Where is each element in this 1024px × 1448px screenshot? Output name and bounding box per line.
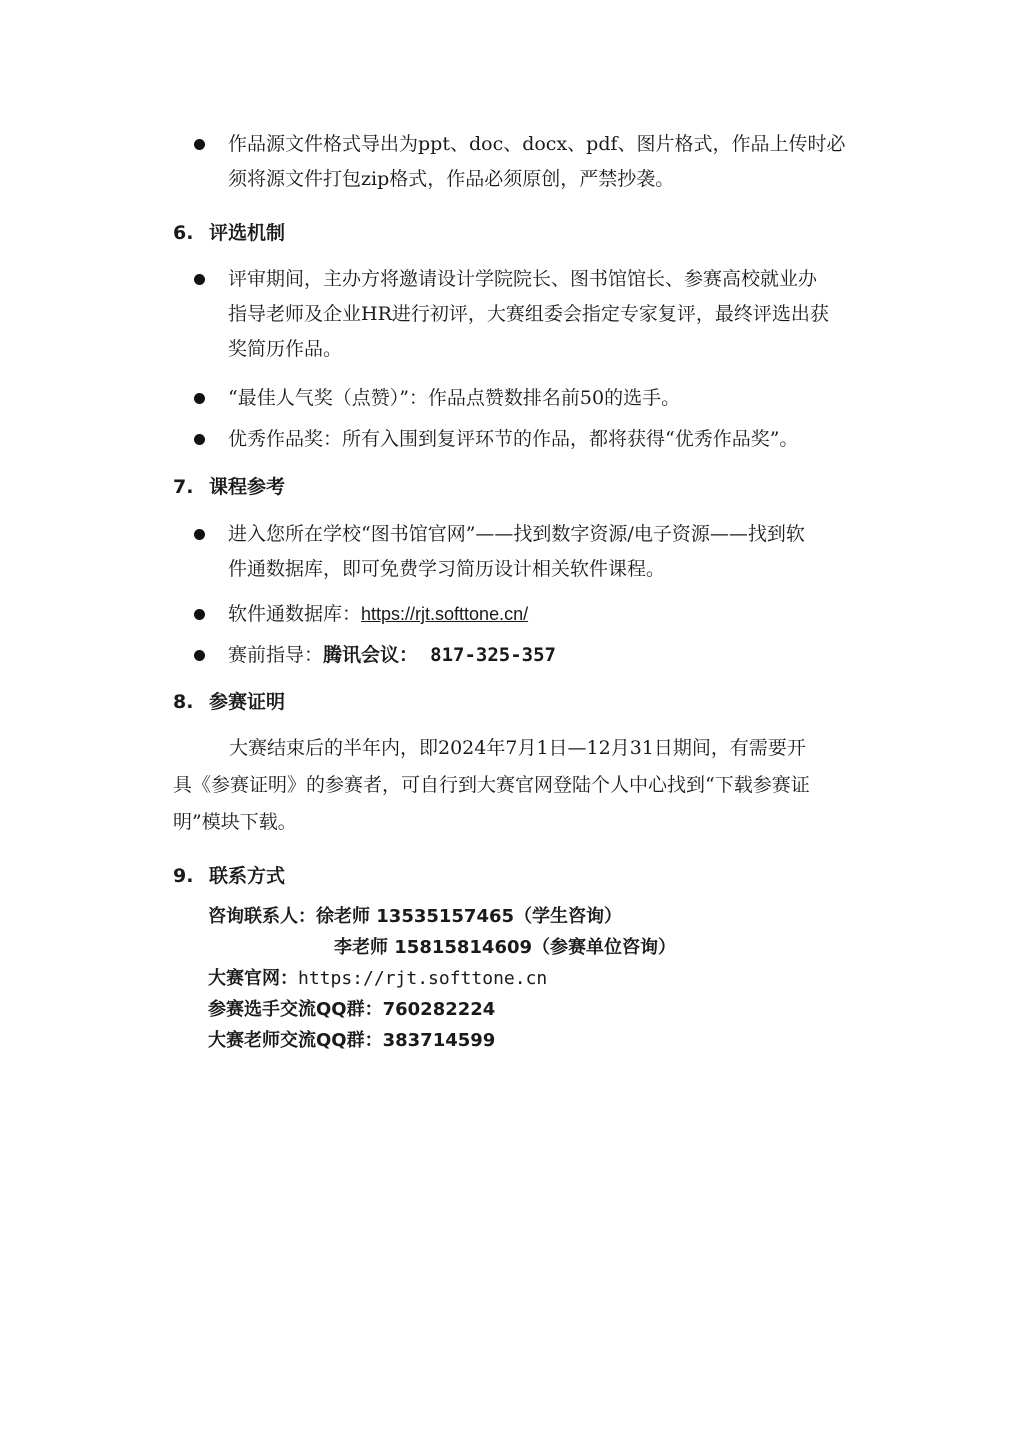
section-number: 9. [173,865,194,887]
site-value[interactable]: https://rjt.softtone.cn [298,968,548,989]
text-line: 指导老师及企业HR进行初评，大赛组委会指定专家复评，最终评选出获 [228,303,829,325]
section-heading-6 [173,219,285,247]
bullet-text [228,422,888,457]
section-title: 评选机制 [209,222,286,244]
section-title: 参赛证明 [209,691,286,713]
bullet-dot-icon [194,529,205,540]
teacher-qq-label: 大赛老师交流QQ群： [208,1030,383,1051]
text-line: 评审期间，主办方将邀请设计学院院长、图书馆馆长、参赛高校就业办 [228,268,818,290]
bullet-text [228,597,888,632]
section-number: 7. [173,476,194,498]
text-line: 优秀作品奖：所有入围到复评环节的作品，都将获得“优秀作品奖”。 [228,428,799,450]
contact-student-qq [208,995,495,1025]
bullet-dot-icon [194,274,205,285]
section-heading-8 [173,688,285,716]
section-title: 课程参考 [209,476,286,498]
section-title: 联系方式 [209,865,286,887]
bullet-text [228,517,888,587]
section-number: 6. [173,222,194,244]
site-label: 大赛官网： [208,968,298,989]
meeting-label: 腾讯会议： [323,644,419,666]
contact-teacher-qq [208,1026,495,1056]
bullet-dot-icon [194,609,205,620]
bullet-text [228,262,888,367]
certificate-paragraph [173,730,873,841]
text-line: 奖简历作品。 [228,338,343,360]
text-line: 件通数据库，即可免费学习简历设计相关软件课程。 [228,558,666,580]
teacher-xu: 徐老师 13535157465（学生咨询） [316,906,623,927]
bullet-dot-icon [194,434,205,445]
student-qq-value: 760282224 [382,999,496,1020]
contact-teacher-li [334,933,676,963]
text-line: 具《参赛证明》的参赛者，可自行到大赛官网登陆个人中心找到“下载参赛证 [173,774,810,796]
bullet-dot-icon [194,393,205,404]
bullet-text [228,127,888,197]
text-line: 须将源文件打包zip格式，作品必须原创，严禁抄袭。 [228,168,675,190]
contact-consult [208,902,622,932]
text-line: 进入您所在学校“图书馆官网”——找到数字资源/电子资源——找到软 [228,523,805,545]
teacher-qq-value: 383714599 [382,1030,496,1051]
student-qq-label: 参赛选手交流QQ群： [208,999,383,1020]
bullet-dot-icon [194,650,205,661]
database-label: 软件通数据库： [228,603,362,625]
consult-label: 咨询联系人： [208,906,316,927]
guidance-label: 赛前指导： [228,644,324,666]
section-heading-7 [173,473,285,501]
bullet-text [228,638,888,673]
meeting-code: 817-325-357 [430,644,556,666]
teacher-li: 李老师 15815814609（参赛单位咨询） [334,937,677,958]
section-number: 8. [173,691,194,713]
text-line: “最佳人气奖（点赞）”：作品点赞数排名前50的选手。 [228,387,681,409]
bullet-text [228,381,888,416]
text-line: 大赛结束后的半年内，即2024年7月1日—12月31日期间，有需要开 [229,737,806,759]
section-heading-9 [173,862,285,890]
text-line: 明”模块下载。 [173,811,297,833]
bullet-dot-icon [194,139,205,150]
text-line: 作品源文件格式导出为ppt、doc、docx、pdf、图片格式，作品上传时必 [228,133,846,155]
database-link[interactable]: https://rjt.softtone.cn/ [361,604,529,624]
contact-site [208,964,547,994]
